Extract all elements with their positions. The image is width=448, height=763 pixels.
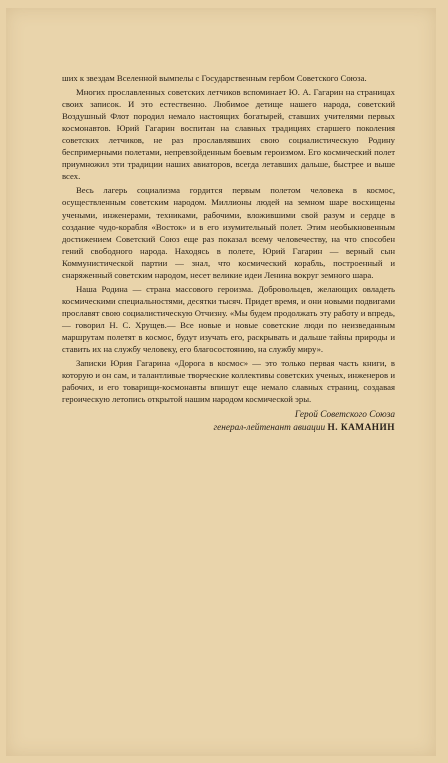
signature	[62, 409, 395, 435]
signature-rank	[62, 422, 395, 435]
paragraph: Весь лагерь социализма гордится первым полетом человека в космос, осуществленным советским народом. Миллионы людей на земном шаре восхищены учеными, инженерами, техниками, рабочими, вложившими свой разум и сердце в создание чудо-корабля «Восток» и в его изумительный полет. Этим необыкновенным достижением Советский Союз еще раз показал всему человечеству, на что способен гений свободного народа. Находясь в полете, Юрий Гагарин — верный сын Коммунистической партии — знал, что космический корабль, построенный и снаряженный советским народом, несет великие идеи Ленина вокруг земного шара.	[62, 185, 395, 280]
paragraph: шиx к звездам Вселенной вымпелы с Государственным гербом Советского Союза.	[62, 73, 367, 83]
paragraph: Наша Родина — страна массового героизма. Добровольцев, желающих овладеть космическими специальностями, десятки тысяч. Придет время, и они новыми подвигами прославят свою социалистическую Отчизну. «Мы будем продолжать эту работу и впредь,— говорил Н. С. Хрущев.— Все новые и новые советские люди по неизведанным маршрутам полетят в космос, будут изучать его, раскрывать и дальше тайны природы и ставить их на службу человеку, его благосостоянию, на службу миру».	[62, 283, 395, 355]
page-text	[62, 72, 395, 435]
signature-rank-text: генерал-лейтенант авиации	[213, 423, 326, 434]
signature-title: Герой Советского Союза	[294, 410, 395, 421]
paragraph: Многих прославленных советских летчиков вспоминает Ю. А. Гагарин на страницах своих записок. И это естественно. Любимое детище нашего народа, советский Воздушный Флот породил немало настоящих богатырей, ставших учителями первых космонавтов. Юрий Гагарин воспитан на славных традициях старшего поколения советских летчиков, не раз прославлявших свою социалистическую Родину беспримерными полетами, непревзойденным боевым героизмом. Его космический полет приумножил эти традиции наших авиаторов, всегда летавших дальше, быстрее и выше всех.	[62, 87, 395, 182]
paragraph: Записки Юрия Гагарина «Дорога в космос» — это только первая часть книги, в которую и он сам, и талантливые творческие коллективы советских ученых, инженеров и рабочих, и его товарищи-космонавты впишут еще немало славных страниц, создавая героическую летопись открытой нашим народом космической эры.	[62, 358, 395, 405]
book-page	[6, 8, 436, 756]
signature-name: Н. КАМАНИН	[327, 423, 395, 434]
